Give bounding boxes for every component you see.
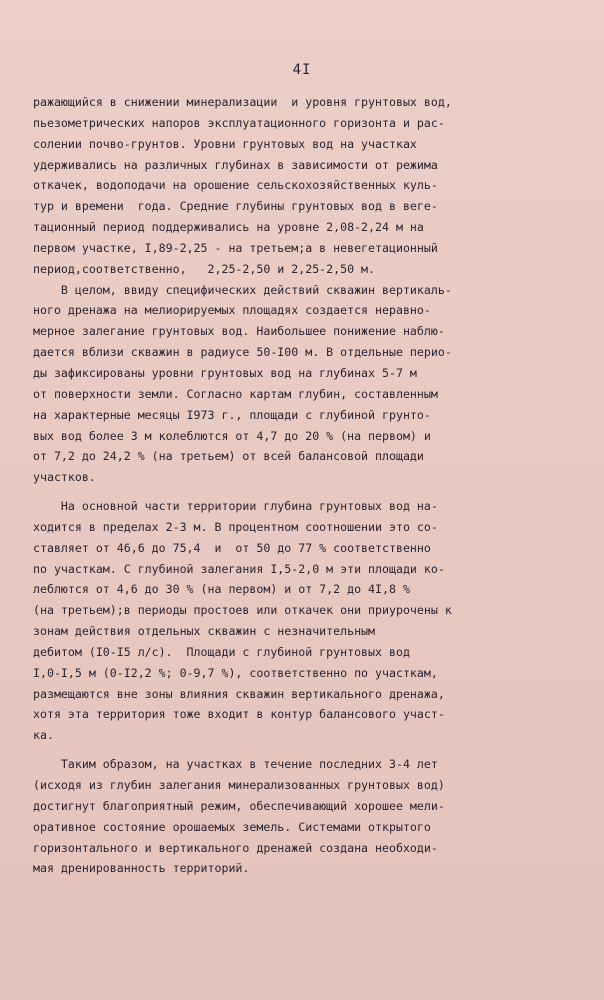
text-line: достигнут благоприятный режим, обеспечивающий хорошее мели-	[33, 798, 445, 813]
text-line: откачек, водоподачи на орошение сельскохозяйственных куль-	[33, 178, 438, 193]
text-line: вых вод более 3 м колеблются от 4,7 до 20 % (на первом) и	[33, 428, 431, 443]
text-line: ражающийся в снижении минерализации и уровня грунтовых вод,	[33, 95, 452, 109]
text-line: размещаются вне зоны влияния скважин вертикального дренажа,	[33, 686, 445, 701]
text-line: пьезометрических напоров эксплуатационного горизонта и рас-	[33, 115, 445, 130]
text-line: зонам действия отдельных скважин с незначительным	[33, 624, 376, 639]
text-line: ка.	[33, 728, 54, 743]
text-line: период,соответственно, 2,25-2,50 и 2,25-2,50 м.	[33, 261, 376, 276]
text-line: оративное состояние орошаемых земель. Системами открытого	[33, 819, 431, 834]
text-line: ходится в пределах 2-3 м. В процентном соотношении это со-	[33, 519, 438, 534]
text-line: ного дренажа на мелиорируемых площадях создается неравно-	[33, 303, 431, 318]
text-line: I,0-I,5 м (0-I2,2 %; 0-9,7 %), соответственно по участкам,	[33, 665, 438, 680]
text-line: леблются от 4,6 до 30 % (на первом) и от 7,2 до 4I,8 %	[33, 582, 410, 597]
text-line: от поверхности земли. Согласно картам глубин, составленным	[33, 386, 438, 401]
text-line: ставляет от 46,6 до 75,4 и от 50 до 77 % соответственно	[33, 540, 431, 555]
text-line: мерное залегание грунтовых вод. Наибольшее понижение наблю-	[33, 324, 445, 339]
text-line: на характерные месяцы I973 г., площади с глубиной грунто-	[33, 407, 431, 422]
paragraph	[33, 754, 578, 879]
text-line: солении почво-грунтов. Уровни грунтовых вод на участках	[33, 136, 417, 151]
text-line: (на третьем);в периоды простоев или откачек они приурочены к	[33, 603, 452, 618]
text-line: дается вблизи скважин в радиусе 50-I00 м. В отдельные перио-	[33, 345, 452, 360]
text-line: На основной части территории глубина грунтовых вод на-	[33, 499, 438, 514]
text-line: первом участке, I,89-2,25 - на третьем;а в невегетационный	[33, 240, 438, 255]
text-line: от 7,2 до 24,2 % (на третьем) от всей балансовой площади	[33, 449, 424, 464]
text-line: В целом, ввиду специфических действий скважин вертикаль-	[33, 282, 452, 297]
paragraph	[33, 92, 578, 280]
body-text	[33, 92, 578, 879]
text-line: удерживались на различных глубинах в зависимости от режима	[33, 157, 438, 172]
text-line: участков.	[33, 470, 96, 485]
text-line: тационный период поддерживались на уровне 2,08-2,24 м на	[33, 220, 424, 235]
text-line: ды зафиксированы уровни грунтовых вод на глубинах 5-7 м	[33, 365, 417, 380]
text-line: тур и времени года. Средние глубины грунтовых вод в веге-	[33, 199, 438, 214]
text-line: Таким образом, на участках в течение последних 3-4 лет	[33, 757, 438, 772]
page-number: 4I	[292, 62, 312, 78]
text-line: (исходя из глубин залегания минерализованных грунтовых вод)	[33, 778, 445, 792]
text-line: по участкам. С глубиной залегания I,5-2,0 м эти площади ко-	[33, 561, 445, 576]
text-line: горизонтального и вертикального дренажей создана необходи-	[33, 840, 438, 855]
text-line: мая дренированность территорий.	[33, 861, 250, 876]
paragraph-gap	[33, 746, 578, 754]
text-line: хотя эта территория тоже входит в контур балансового участ-	[33, 707, 445, 722]
paragraph-gap	[33, 488, 578, 496]
paragraph	[33, 280, 578, 488]
text-line: дебитом (I0-I5 л/с). Площади с глубиной грунтовых вод	[33, 644, 410, 659]
paragraph	[33, 496, 578, 746]
